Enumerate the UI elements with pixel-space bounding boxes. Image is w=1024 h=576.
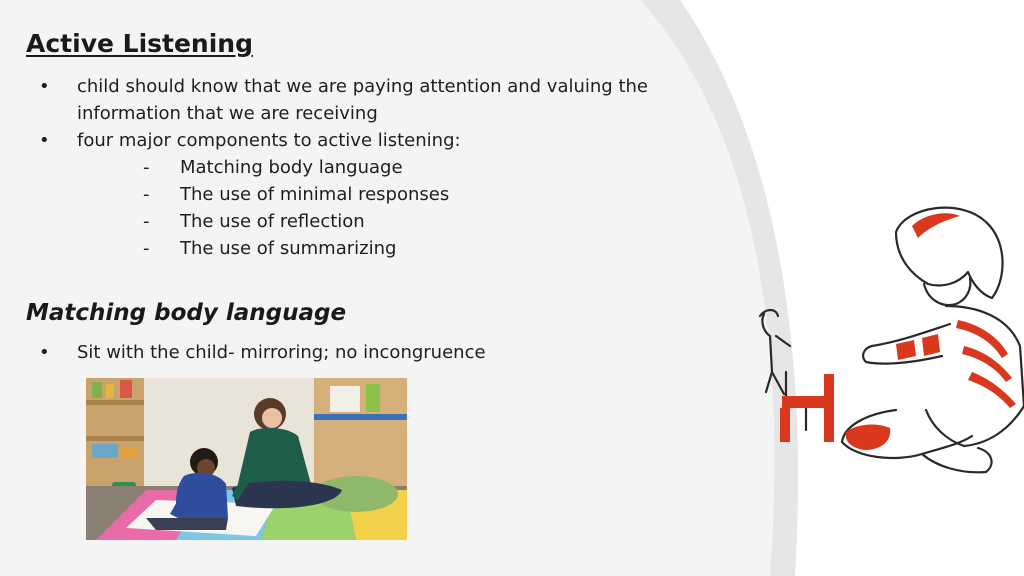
bullet-glyph: • (39, 130, 50, 151)
sock-red (846, 425, 891, 450)
photo-shelf-item (92, 444, 118, 458)
component-text: The use of reflection (180, 211, 365, 232)
hair-outline (896, 208, 1003, 298)
face-outline (924, 278, 970, 305)
bullet-glyph: • (39, 342, 50, 363)
bullet-item (0, 73, 657, 127)
bullet-text: four major components to active listening: (77, 130, 461, 151)
photo-shelf-board (86, 436, 144, 441)
photo-cabinet-shelf (314, 414, 407, 420)
toy-chair-red (780, 374, 834, 442)
component-text: Matching body language (180, 157, 403, 178)
main-bullet-list (0, 73, 657, 262)
photo-adult-child-drawing (86, 378, 407, 540)
photo-shelf-board (86, 400, 144, 405)
photo-adult-face (262, 408, 282, 428)
bullet-item (0, 127, 657, 154)
bullet-item (0, 339, 657, 366)
slide-title: Active Listening (26, 29, 253, 58)
bullet-text: child should know that we are paying attention and valuing the information that we are receiving (77, 76, 648, 124)
component-item (0, 181, 657, 208)
dash-glyph: - (143, 238, 150, 259)
sleeve-red-stripe (922, 334, 940, 356)
sleeve-red-stripe (896, 340, 916, 360)
dash-glyph: - (143, 211, 150, 232)
photo-shelf-item (92, 382, 102, 398)
photo-cabinet-item (366, 384, 380, 412)
illustration-lines (760, 208, 1024, 473)
photo-cabinet (314, 378, 407, 486)
component-text: The use of minimal responses (180, 184, 450, 205)
dash-glyph: - (143, 184, 150, 205)
component-item (0, 208, 657, 235)
photo-shelf-item (120, 380, 132, 398)
component-item (0, 154, 657, 181)
photo-cabinet-item (330, 386, 360, 412)
bullet-glyph: • (39, 76, 50, 97)
photo-child-legs (146, 518, 228, 530)
hair-red-streak (912, 213, 960, 238)
photo-shelf-item (122, 448, 138, 458)
section-bullet-list (0, 339, 657, 366)
section-title: Matching body language (26, 300, 347, 326)
photo-shelf-item (106, 384, 114, 398)
child-playing-illustration (746, 196, 1024, 488)
component-text: The use of summarizing (180, 238, 397, 259)
dash-glyph: - (143, 157, 150, 178)
bullet-text: Sit with the child- mirroring; no incongruence (77, 342, 486, 363)
component-item (0, 235, 657, 262)
